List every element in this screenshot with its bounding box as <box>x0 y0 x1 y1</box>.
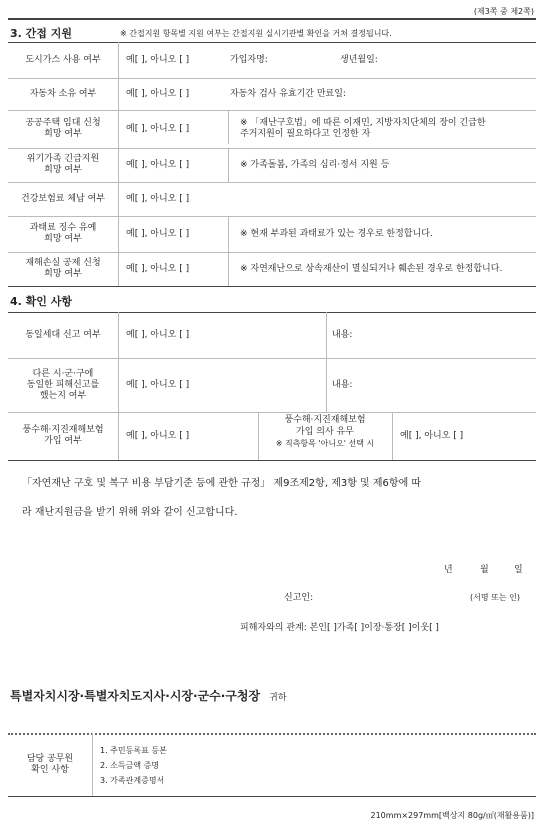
official-bottom-border <box>8 796 536 797</box>
row-label-other-region: 다른 시·군·구에 동일한 피해신고를 했는지 여부 <box>26 368 100 401</box>
yes-no-checkbox[interactable]: 예[ ], 아니오 [ ] <box>126 430 190 441</box>
official-item: 1. 주민등록표 등본 <box>100 746 167 755</box>
car-inspection-expiry: 자동차 검사 유효기간 만료일: <box>230 88 346 99</box>
row-label-insurance: 건강보험료 체납 여부 <box>21 193 105 204</box>
col-divider <box>392 412 393 460</box>
yes-no-checkbox[interactable]: 예[ ], 아니오 [ ] <box>126 159 190 170</box>
section3-title: 3. 간접 지원 <box>10 27 72 40</box>
storm-insurance-intent <box>258 414 392 449</box>
family-note: ※ 가족돌봄, 가족의 심리·정서 지원 등 <box>240 159 390 170</box>
col-divider <box>92 733 93 796</box>
content-field: 내용: <box>332 329 353 340</box>
housing-note: ※ 「재난구호법」에 따른 이재민, 지방자치단체의 장이 긴급한 주거지원이 필요하다고 인정한 자 <box>240 118 486 139</box>
yes-no-checkbox[interactable]: 예[ ], 아니오 [ ] <box>126 54 190 65</box>
official-label: 담당 공무원 확인 사항 <box>26 753 74 775</box>
gas-subscriber-name: 가입자명: <box>230 54 268 65</box>
row-label-same-household: 동일세대 신고 여부 <box>25 329 101 340</box>
yes-no-checkbox[interactable]: 예[ ], 아니오 [ ] <box>126 329 190 340</box>
date-year: 년 <box>444 565 453 575</box>
declaration-line-2: 라 재난지원금을 받기 위해 위와 같이 신고합니다. <box>22 507 238 518</box>
official-item: 2. 소득금액 증명 <box>100 761 160 770</box>
content-field: 내용: <box>332 379 353 390</box>
row-label-gas: 도시가스 사용 여부 <box>25 54 101 65</box>
reporter-label: 신고인: <box>284 593 314 603</box>
section4-title: 4. 확인 사항 <box>10 295 72 308</box>
section3-note: ※ 간접지원 항목별 지원 여부는 간접지원 실시기관별 확인을 거쳐 결정됩니다. <box>120 29 392 38</box>
yes-no-checkbox[interactable]: 예[ ], 아니오 [ ] <box>400 430 464 441</box>
addressee <box>10 685 287 704</box>
yes-no-checkbox[interactable]: 예[ ], 아니오 [ ] <box>126 263 190 274</box>
declaration-line-1: 「자연재난 구호 및 복구 비용 부담기준 등에 관한 규정」 제9조제2항, 제3항 및 제6항에 따 <box>22 478 422 489</box>
row-label-family: 위기가족 긴급지원 희망 여부 <box>26 154 100 175</box>
row-divider <box>8 286 536 287</box>
disaster-loss-note: ※ 자연재난으로 상속재산이 멸실되거나 훼손된 경우로 한정합니다. <box>240 263 503 274</box>
yes-no-checkbox[interactable]: 예[ ], 아니오 [ ] <box>126 123 190 134</box>
col-divider <box>228 216 229 286</box>
date-day: 일 <box>514 565 523 575</box>
addressee-suffix: 귀하 <box>269 693 287 703</box>
row-label-fine: 과태료 징수 유예 희망 여부 <box>29 223 97 244</box>
row-label-storm-insurance: 풍수해·지진재해보험 가입 여부 <box>22 425 104 446</box>
storm-insurance-intent-label: 풍수해·지진재해보험 가입 의사 유무 <box>284 415 366 437</box>
yes-no-checkbox[interactable]: 예[ ], 아니오 [ ] <box>126 88 190 99</box>
yes-no-checkbox[interactable]: 예[ ], 아니오 [ ] <box>126 379 190 390</box>
col-divider <box>118 42 119 286</box>
relation-checkboxes[interactable]: 피해자와의 관계: 본인[ ]가족[ ]이장·통장[ ]이웃[ ] <box>240 623 439 633</box>
signature-note: (서명 또는 인) <box>470 593 520 602</box>
page-info: (제3쪽 중 제2쪽) <box>473 7 534 16</box>
col-divider <box>326 312 327 412</box>
gas-birthdate: 생년월일: <box>340 54 378 65</box>
col-divider <box>228 110 229 144</box>
col-divider <box>228 148 229 182</box>
col-divider <box>118 312 119 460</box>
yes-no-checkbox[interactable]: 예[ ], 아니오 [ ] <box>126 193 190 204</box>
section3-top-border <box>8 18 536 20</box>
addressee-main: 특별자치시장·특별자치도지사·시장·군수·구청장 <box>10 689 261 703</box>
official-item: 3. 가족관계증명서 <box>100 776 165 785</box>
official-items <box>100 743 167 788</box>
row-divider <box>8 460 536 461</box>
yes-no-checkbox[interactable]: 예[ ], 아니오 [ ] <box>126 228 190 239</box>
row-label-car: 자동차 소유 여부 <box>29 88 97 99</box>
date-month: 월 <box>480 565 489 575</box>
fine-note: ※ 현재 부과된 과태료가 있는 경우로 한정합니다. <box>240 228 433 239</box>
paper-spec-footer: 210mm×297mm[백상지 80g/㎡(재활용품)] <box>370 811 534 820</box>
storm-insurance-intent-note: ※ 직측항목 '아니오' 선택 시 <box>275 439 375 448</box>
row-label-disaster-loss: 재해손실 공제 신청 희망 여부 <box>25 258 101 279</box>
row-label-housing: 공공주택 임대 신청 희망 여부 <box>25 118 101 139</box>
